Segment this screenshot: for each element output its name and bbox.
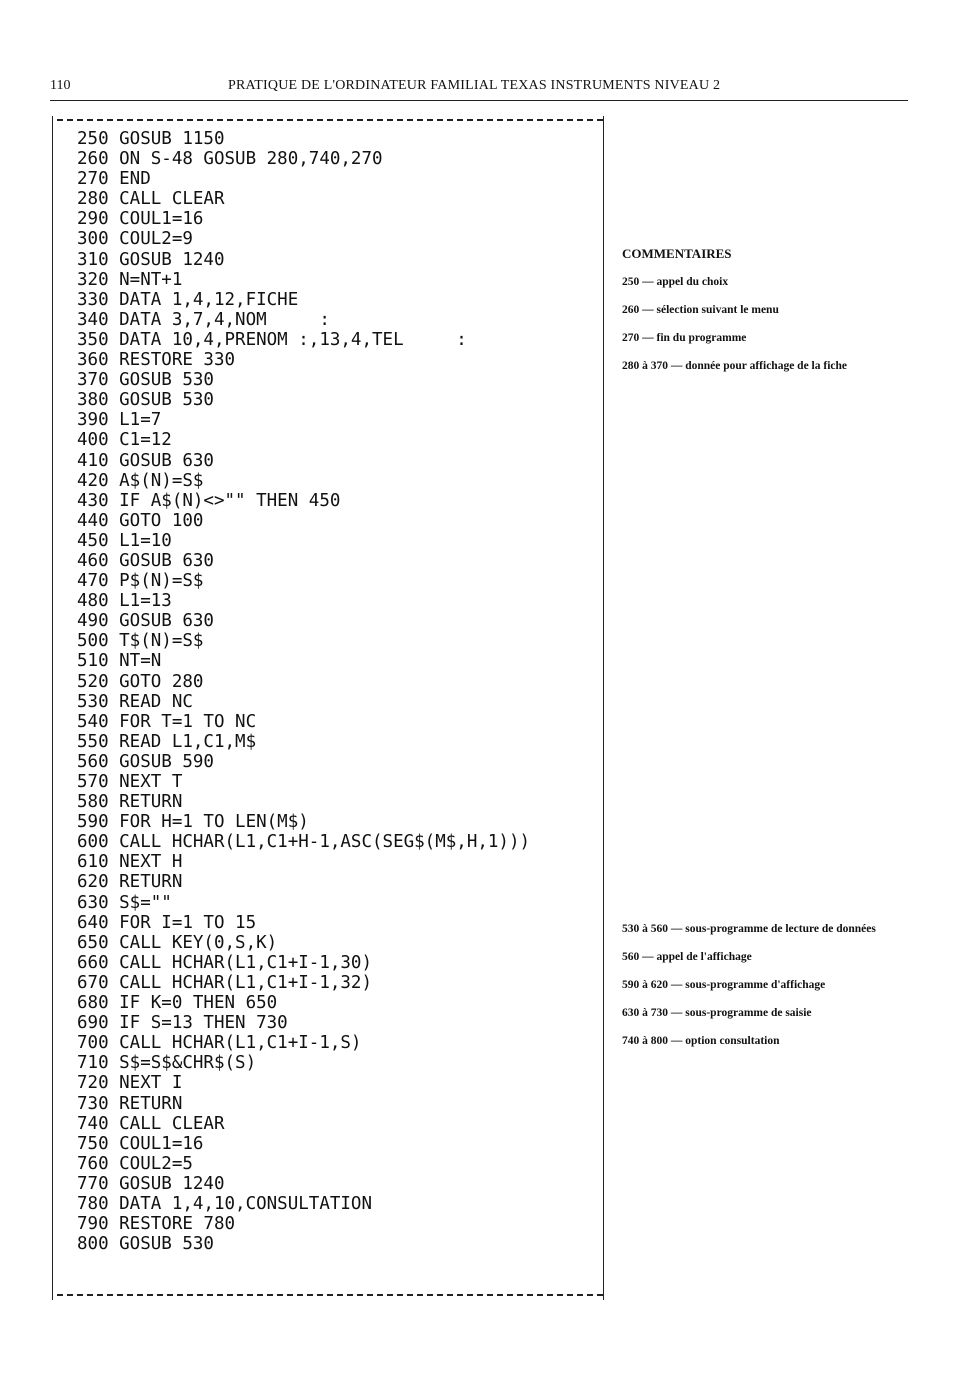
code-line: 470 P$(N)=S$: [77, 571, 204, 592]
code-line: 790 RESTORE 780: [77, 1214, 236, 1235]
code-line: 370 GOSUB 530: [77, 370, 214, 391]
program-listing: [77, 129, 530, 1254]
comments-block-2: [622, 923, 914, 1063]
code-line: 500 T$(N)=S$: [77, 631, 204, 652]
code-line: 730 RETURN: [77, 1093, 183, 1114]
comments-block-1: [622, 276, 847, 388]
code-line: 740 CALL CLEAR: [77, 1113, 225, 1134]
bottom-dashed-border: [57, 1294, 603, 1296]
code-line: 440 GOTO 100: [77, 510, 204, 531]
code-line: 700 CALL HCHAR(L1,C1+I-1,S): [77, 1033, 362, 1054]
code-line: 390 L1=7: [77, 410, 162, 431]
code-line: 680 IF K=0 THEN 650: [77, 993, 278, 1014]
code-line: 430 IF A$(N)<>"" THEN 450: [77, 490, 341, 511]
code-line: 410 GOSUB 630: [77, 450, 214, 471]
comment-item: 530 à 560 — sous-programme de lecture de données: [622, 923, 876, 935]
code-line: 690 IF S=13 THEN 730: [77, 1013, 288, 1034]
code-line: 380 GOSUB 530: [77, 390, 214, 411]
code-line: 710 S$=S$&CHR$(S): [77, 1053, 257, 1074]
code-line: 480 L1=13: [77, 591, 172, 612]
running-title: PRATIQUE DE L'ORDINATEUR FAMILIAL TEXAS INSTRUMENTS NIVEAU 2: [228, 78, 721, 93]
page-header: [50, 78, 908, 100]
code-line: 720 NEXT I: [77, 1073, 183, 1094]
code-line: 540 FOR T=1 TO NC: [77, 711, 257, 732]
code-line: 490 GOSUB 630: [77, 611, 214, 632]
code-line: 460 GOSUB 630: [77, 550, 214, 571]
comment-item: 590 à 620 — sous-programme d'affichage: [622, 979, 826, 991]
code-line: 420 A$(N)=S$: [77, 470, 204, 491]
code-line: 400 C1=12: [77, 430, 172, 451]
program-listing-box: [52, 116, 604, 1300]
code-line: 270 END: [77, 169, 151, 190]
code-line: 310 GOSUB 1240: [77, 249, 225, 270]
code-line: 550 READ L1,C1,M$: [77, 731, 257, 752]
comment-item: 250 — appel du choix: [622, 276, 729, 288]
comment-item: 260 — sélection suivant le menu: [622, 304, 779, 316]
code-line: 750 COUL1=16: [77, 1133, 204, 1154]
code-line: 340 DATA 3,7,4,NOM :: [77, 309, 330, 330]
code-line: 760 COUL2=5: [77, 1153, 193, 1174]
code-line: 530 READ NC: [77, 691, 193, 712]
comment-item: 630 à 730 — sous-programme de saisie: [622, 1007, 812, 1019]
comment-item: 280 à 370 — donnée pour affichage de la fiche: [622, 360, 847, 372]
code-line: 770 GOSUB 1240: [77, 1173, 225, 1194]
code-line: 600 CALL HCHAR(L1,C1+H-1,ASC(SEG$(M$,H,1))): [77, 832, 531, 853]
code-line: 580 RETURN: [77, 792, 183, 813]
code-line: 290 COUL1=16: [77, 209, 204, 230]
code-line: 250 GOSUB 1150: [77, 129, 225, 149]
code-line: 320 N=NT+1: [77, 269, 183, 290]
code-line: 450 L1=10: [77, 530, 172, 551]
code-line: 800 GOSUB 530: [77, 1234, 214, 1255]
page-number: 110: [50, 78, 71, 93]
code-line: 780 DATA 1,4,10,CONSULTATION: [77, 1193, 373, 1214]
code-line: 350 DATA 10,4,PRENOM :,13,4,TEL :: [77, 329, 467, 350]
comment-item: 270 — fin du programme: [622, 332, 747, 344]
code-line: 520 GOTO 280: [77, 671, 204, 692]
code-line: 510 NT=N: [77, 651, 162, 672]
comment-item: 560 — appel de l'affichage: [622, 951, 752, 963]
code-line: 670 CALL HCHAR(L1,C1+I-1,32): [77, 972, 373, 993]
code-line: 640 FOR I=1 TO 15: [77, 912, 257, 933]
code-line: 660 CALL HCHAR(L1,C1+I-1,30): [77, 952, 373, 973]
code-line: 650 CALL KEY(0,S,K): [77, 932, 278, 953]
code-line: 260 ON S-48 GOSUB 280,740,270: [77, 149, 383, 170]
code-line: 610 NEXT H: [77, 852, 183, 873]
code-line: 570 NEXT T: [77, 772, 183, 792]
top-dashed-border: [57, 119, 603, 121]
comments-title: COMMENTAIRES: [622, 246, 732, 261]
code-line: 620 RETURN: [77, 872, 183, 893]
code-line: 280 CALL CLEAR: [77, 189, 225, 210]
code-line: 330 DATA 1,4,12,FICHE: [77, 289, 299, 310]
comment-item: 740 à 800 — option consultation: [622, 1035, 780, 1047]
code-line: 300 COUL2=9: [77, 229, 193, 250]
header-rule: [50, 100, 908, 101]
code-line: 630 S$="": [77, 892, 172, 913]
code-line: 560 GOSUB 590: [77, 751, 214, 772]
code-line: 590 FOR H=1 TO LEN(M$): [77, 812, 309, 833]
code-line: 360 RESTORE 330: [77, 350, 236, 371]
